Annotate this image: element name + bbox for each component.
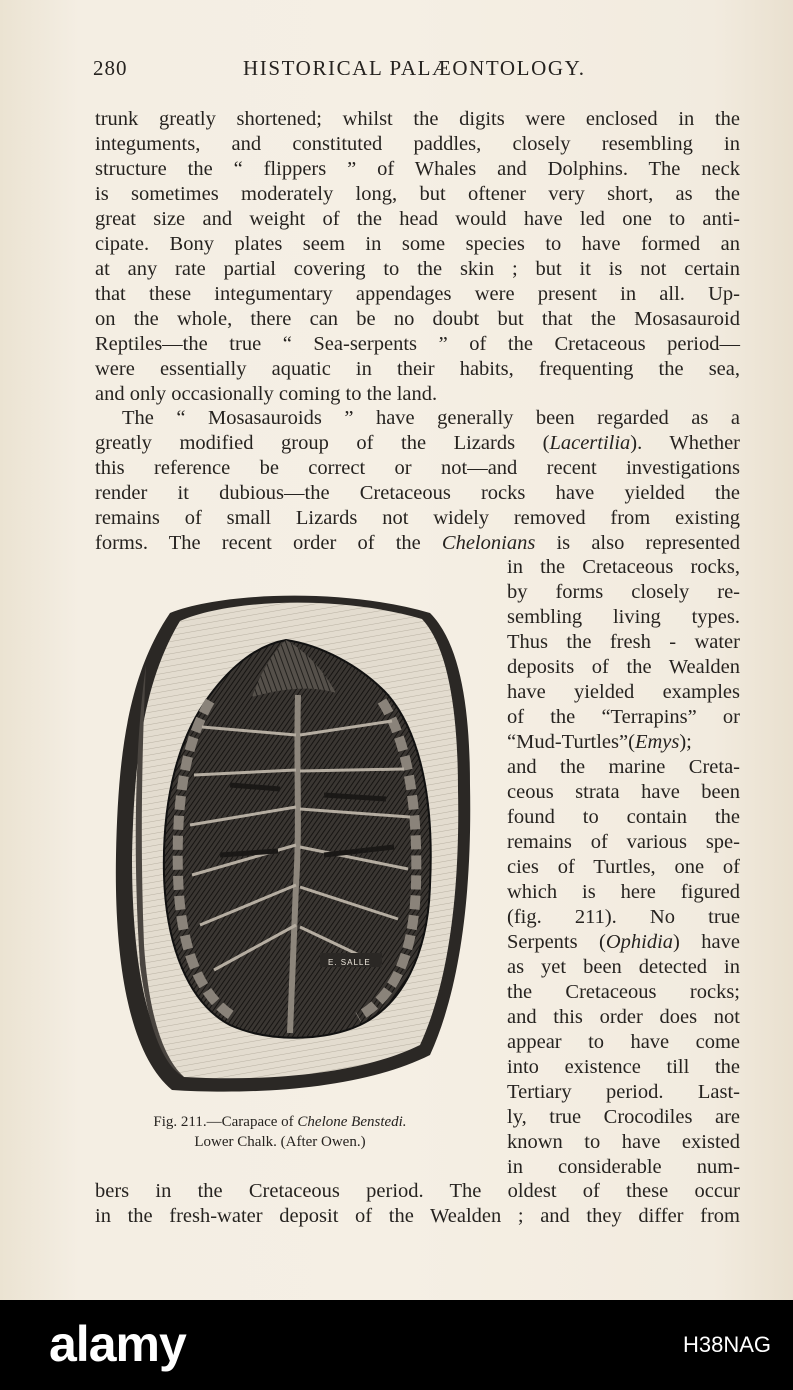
watermark-bar: [0, 1300, 793, 1390]
text-line: [95, 431, 740, 456]
text-line: this reference be correct or not—and recent investigations: [95, 457, 740, 479]
caption-prefix: Fig. 211.—Carapace of: [153, 1114, 298, 1130]
turtle-carapace-figure: [110, 585, 478, 1105]
text-line: Reptiles—the true “ Sea-serpents ” of the Cretaceous period—: [95, 333, 740, 355]
text-line: were essentially aquatic in their habits, frequenting the sea,: [95, 358, 740, 380]
caption-line-2: Lower Chalk. (After Owen.): [194, 1134, 366, 1150]
text-line: deposits of the Wealden: [507, 656, 740, 678]
text-span: Serpents (: [507, 931, 606, 953]
engraver-signature: E. SALLE: [328, 958, 371, 967]
text-span: ). Whether: [630, 432, 740, 454]
text-line: that these integumentary appendages were present in all. Up-: [95, 283, 740, 305]
text-line: bers in the Cretaceous period. The oldest of these occur: [95, 1180, 740, 1202]
text-line: Thus the fresh - water: [507, 631, 740, 653]
italic-term: Lacertilia: [549, 432, 631, 454]
text-span: ) have: [673, 931, 740, 953]
text-line: [507, 730, 740, 755]
text-line: found to contain the: [507, 806, 740, 828]
text-line: Tertiary period. Last-: [507, 1081, 740, 1103]
text-line: and this order does not: [507, 1006, 740, 1028]
text-line: which is here figured: [507, 881, 740, 903]
text-line: integuments, and constituted paddles, closely resembling in: [95, 133, 740, 155]
text-line: and the marine Creta-: [507, 756, 740, 778]
text-line: cipate. Bony plates seem in some species to have formed an: [95, 233, 740, 255]
text-line: trunk greatly shortened; whilst the digits were enclosed in the: [95, 108, 740, 130]
text-line: render it dubious—the Cretaceous rocks have yielded the: [95, 482, 740, 504]
text-line: ceous strata have been: [507, 781, 740, 803]
text-span: is also represented: [535, 532, 740, 554]
text-line: on the whole, there can be no doubt but that the Mosasauroid: [95, 308, 740, 330]
text-line: and only occasionally coming to the land.: [95, 383, 438, 405]
text-line: (fig. 211). No true: [507, 906, 740, 928]
text-line: in the fresh-water deposit of the Wealden ; and they differ from: [95, 1205, 740, 1227]
text-line: the Cretaceous rocks;: [507, 981, 740, 1003]
text-line: into existence till the: [507, 1056, 740, 1078]
text-line: remains of various spe-: [507, 831, 740, 853]
text-span: greatly modified group of the Lizards (: [95, 432, 550, 454]
page-header: [93, 56, 739, 84]
image-id: H38NAG: [683, 1332, 772, 1357]
text-line: have yielded examples: [507, 681, 740, 703]
text-line: sembling living types.: [507, 606, 740, 628]
text-line: is sometimes moderately long, but oftener very short, as the: [95, 183, 740, 205]
text-span: “Mud-Turtles”(: [507, 731, 635, 753]
text-line: in the Cretaceous rocks,: [507, 556, 740, 578]
alamy-logo: alamy: [49, 1316, 186, 1372]
text-line: [95, 531, 740, 556]
text-line: as yet been detected in: [507, 956, 740, 978]
text-line: in considerable num-: [507, 1156, 740, 1178]
text-line: of the “Terrapins” or: [507, 706, 740, 728]
text-line: remains of small Lizards not widely removed from existing: [95, 507, 740, 529]
text-span: );: [679, 731, 692, 753]
text-line: great size and weight of the head would have led one to anti-: [95, 208, 740, 230]
caption-species: Chelone Benstedi.: [297, 1114, 407, 1130]
text-span: forms. The recent order of the: [95, 532, 442, 554]
caption-line-1: [110, 1112, 450, 1132]
italic-term: Ophidia: [605, 931, 674, 953]
italic-term: Emys: [634, 731, 680, 753]
figure-caption: [110, 1112, 450, 1152]
text-line: at any rate partial covering to the skin ; but it is not certain: [95, 258, 740, 280]
text-line: structure the “ flippers ” of Whales and Dolphins. The neck: [95, 158, 740, 180]
text-line: cies of Turtles, one of: [507, 856, 740, 878]
page-number: 280: [93, 56, 128, 80]
text-line: by forms closely re-: [507, 581, 740, 603]
running-head: HISTORICAL PALÆONTOLOGY.: [243, 56, 586, 80]
text-line: appear to have come: [507, 1031, 740, 1053]
text-line: [507, 930, 740, 955]
text-line: ly, true Crocodiles are: [507, 1106, 740, 1128]
italic-term: Chelonians: [441, 532, 536, 554]
text-line: The “ Mosasauroids ” have generally been regarded as a: [122, 407, 740, 429]
carapace-engraving: [110, 585, 478, 1105]
text-line: known to have existed: [507, 1131, 740, 1153]
